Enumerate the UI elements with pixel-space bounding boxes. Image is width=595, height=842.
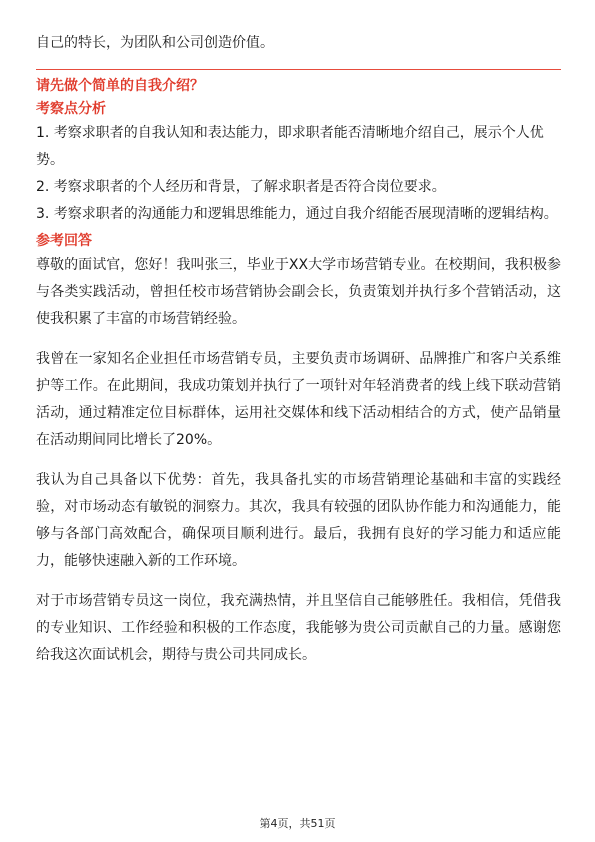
analysis-item: 2. 考察求职者的个人经历和背景，了解求职者是否符合岗位要求。 <box>36 179 446 195</box>
analysis-item: 1. 考察求职者的自我认知和表达能力，即求职者能否清晰地介绍自己，展示个人优势。 <box>36 125 544 168</box>
analysis-title: 考察点分析 <box>36 101 106 117</box>
question-heading: 请先做个简单的自我介绍？ <box>36 78 204 94</box>
page-number: 第4页，共51页 <box>259 817 336 830</box>
answer-paragraph: 我认为自己具备以下优势：首先，我具备扎实的市场营销理论基础和丰富的实践经验，对市场动态有敏锐的洞察力。其次，我具有较强的团队协作能力和沟通能力，能够与各部门高效配合，确保项目顺利进行。最后，我拥有良好的学习能力和适应能力，能够快速融入新的工作环境。 <box>36 472 561 569</box>
analysis-list <box>36 120 561 228</box>
section-divider <box>36 69 561 70</box>
answer-paragraph: 我曾在一家知名企业担任市场营销专员，主要负责市场调研、品牌推广和客户关系维护等工作。在此期间，我成功策划并执行了一项针对年轻消费者的线上线下联动营销活动，通过精准定位目标群体，运用社交媒体和线下活动相结合的方式，使产品销量在活动期间同比增长了20%。 <box>36 351 561 448</box>
answer-title: 参考回答 <box>36 233 92 249</box>
page-content <box>36 30 561 669</box>
answer-paragraph: 尊敬的面试官，您好！我叫张三，毕业于XX大学市场营销专业。在校期间，我积极参与各类实践活动，曾担任校市场营销协会副会长，负责策划并执行多个营销活动，这使我积累了丰富的市场营销经验。 <box>36 257 561 327</box>
answer-body <box>36 252 561 669</box>
answer-paragraph: 对于市场营销专员这一岗位，我充满热情，并且坚信自己能够胜任。我相信，凭借我的专业知识、工作经验和积极的工作态度，我能够为贵公司贡献自己的力量。感谢您给我这次面试机会，期待与贵公司共同成长。 <box>36 593 561 663</box>
intro-line: 自己的特长，为团队和公司创造价值。 <box>36 35 274 51</box>
analysis-item: 3. 考察求职者的沟通能力和逻辑思维能力，通过自我介绍能否展现清晰的逻辑结构。 <box>36 206 558 222</box>
